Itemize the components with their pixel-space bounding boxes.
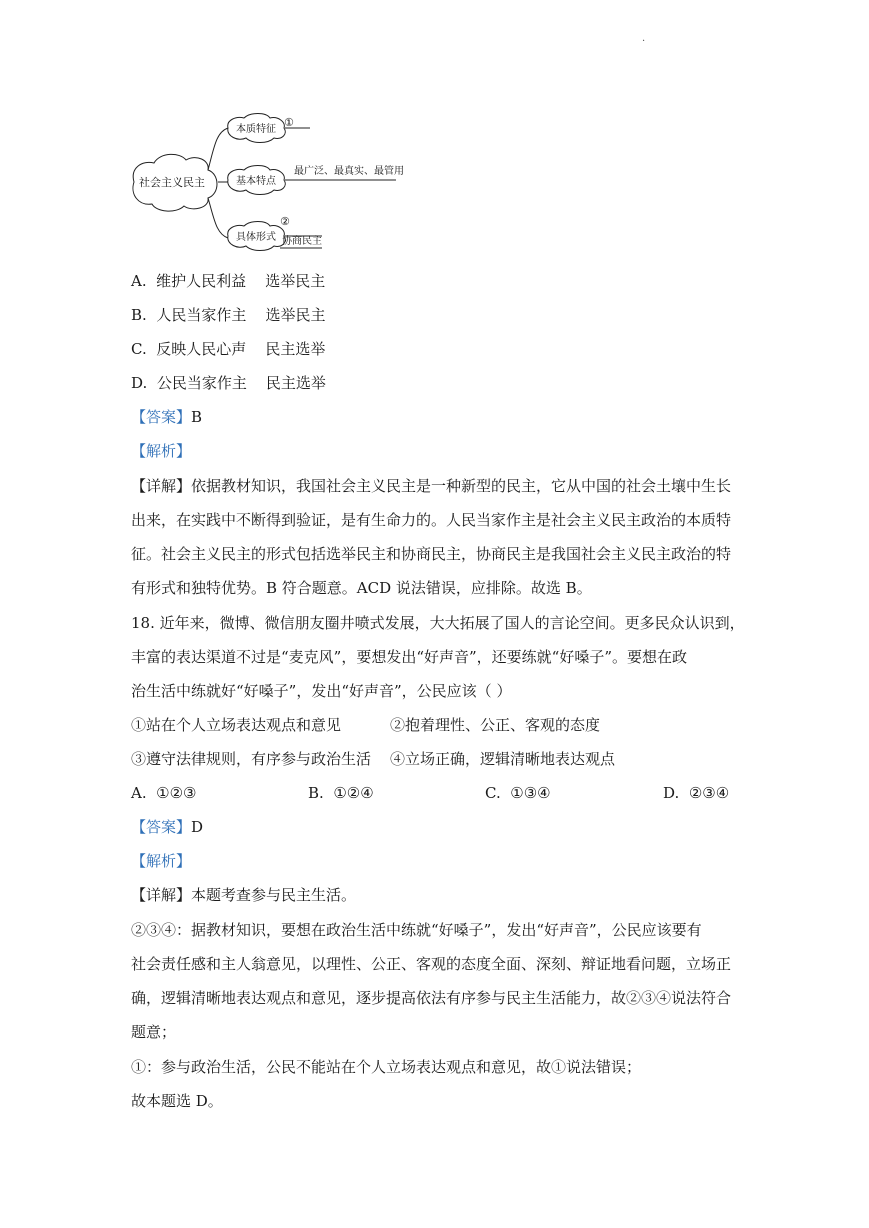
blank-1: ①: [284, 116, 294, 129]
branch-value-2: 最广泛、最真实、最管用: [294, 166, 404, 177]
q17-option-c: C. 反映人民心声 民主选举: [131, 340, 326, 358]
q18-option-a: A. ①②③: [131, 784, 197, 802]
center-node: [133, 154, 217, 211]
branch-label-1: 本质特征: [236, 124, 276, 135]
q18-statement-3: ③遵守法律规则，有序参与政治生活: [131, 750, 372, 768]
q17-detail-line-4: 有形式和独特优势。B 符合题意。ACD 说法错误，应排除。故选 B。: [131, 579, 592, 597]
q18-statement-1: ①站在个人立场表达观点和意见: [131, 716, 342, 734]
q18-detail-line-3: 确，逻辑清晰地表达观点和意见，逐步提高依法有序参与民主生活能力，故②③④说法符合: [131, 989, 732, 1007]
branch-node-3: [228, 222, 286, 251]
q18-stem-line-1: 18. 近年来，微博、微信朋友圈井喷式发展，大大拓展了国人的言论空间。更多民众认识到，: [131, 614, 745, 632]
q17-option-a: A. 维护人民利益 选举民主: [131, 272, 326, 290]
branch-value-3: 协商民主: [282, 236, 322, 247]
header-mark: ·: [642, 36, 646, 47]
q18-analysis-tag: 【解析】: [131, 852, 192, 870]
q17-option-d: D. 公民当家作主 民主选举: [131, 374, 326, 392]
q18-statement-4: ④立场正确，逻辑清晰地表达观点: [390, 750, 616, 768]
q17-detail-line-3: 征。社会主义民主的形式包括选举民主和协商民主，协商民主是我国社会主义民主政治的特: [131, 545, 732, 563]
q18-stem-line-3: 治生活中练就好“好嗓子”，发出“好声音”，公民应该（ ）: [131, 682, 512, 700]
branch-line-1: [208, 128, 228, 170]
q18-option-b: B. ①②④: [308, 784, 374, 802]
q18-detail-line-6: 故本题选 D。: [131, 1092, 223, 1110]
socialist-democracy-diagram: [128, 108, 408, 258]
q18-option-d: D. ②③④: [663, 784, 730, 802]
branch-label-3: 具体形式: [236, 232, 276, 243]
q17-analysis-tag: 【解析】: [131, 442, 192, 460]
q17-detail-line-2: 出来，在实践中不断得到验证，是有生命力的。人民当家作主是社会主义民主政治的本质特: [131, 511, 732, 529]
branch-line-3: [208, 198, 228, 238]
q18-detail-intro: 【详解】本题考查参与民主生活。: [131, 886, 357, 904]
q18-detail-line-5: ①：参与政治生活，公民不能站在个人立场表达观点和意见，故①说法错误；: [131, 1058, 642, 1076]
q17-option-b: B. 人民当家作主 选举民主: [131, 306, 326, 324]
q17-detail-line-1: 【详解】依据教材知识，我国社会主义民主是一种新型的民主，它从中国的社会土壤中生长: [131, 477, 732, 495]
branch-label-2: 基本特点: [236, 176, 276, 187]
center-label: 社会主义民主: [139, 176, 205, 189]
branch-node-1: [228, 114, 286, 143]
q18-stem-line-2: 丰富的表达渠道不过是“麦克风”，要想发出“好声音”，还要练就“好嗓子”。要想在政: [131, 648, 688, 666]
q18-detail-line-4: 题意；: [131, 1023, 177, 1041]
q18-detail-line-2: 社会责任感和主人翁意见，以理性、公正、客观的态度全面、深刻、辩证地看问题，立场正: [131, 955, 732, 973]
q18-detail-line-1: ②③④：据教材知识，要想在政治生活中练就“好嗓子”，发出“好声音”，公民应该要有: [131, 921, 702, 939]
branch-node-2: [228, 166, 286, 195]
q18-option-c: C. ①③④: [485, 784, 551, 802]
q17-answer: 【答案】B: [131, 408, 203, 426]
q18-answer: 【答案】D: [131, 818, 204, 836]
blank-2: ②: [280, 215, 290, 228]
q18-statement-2: ②抱着理性、公正、客观的态度: [390, 716, 601, 734]
